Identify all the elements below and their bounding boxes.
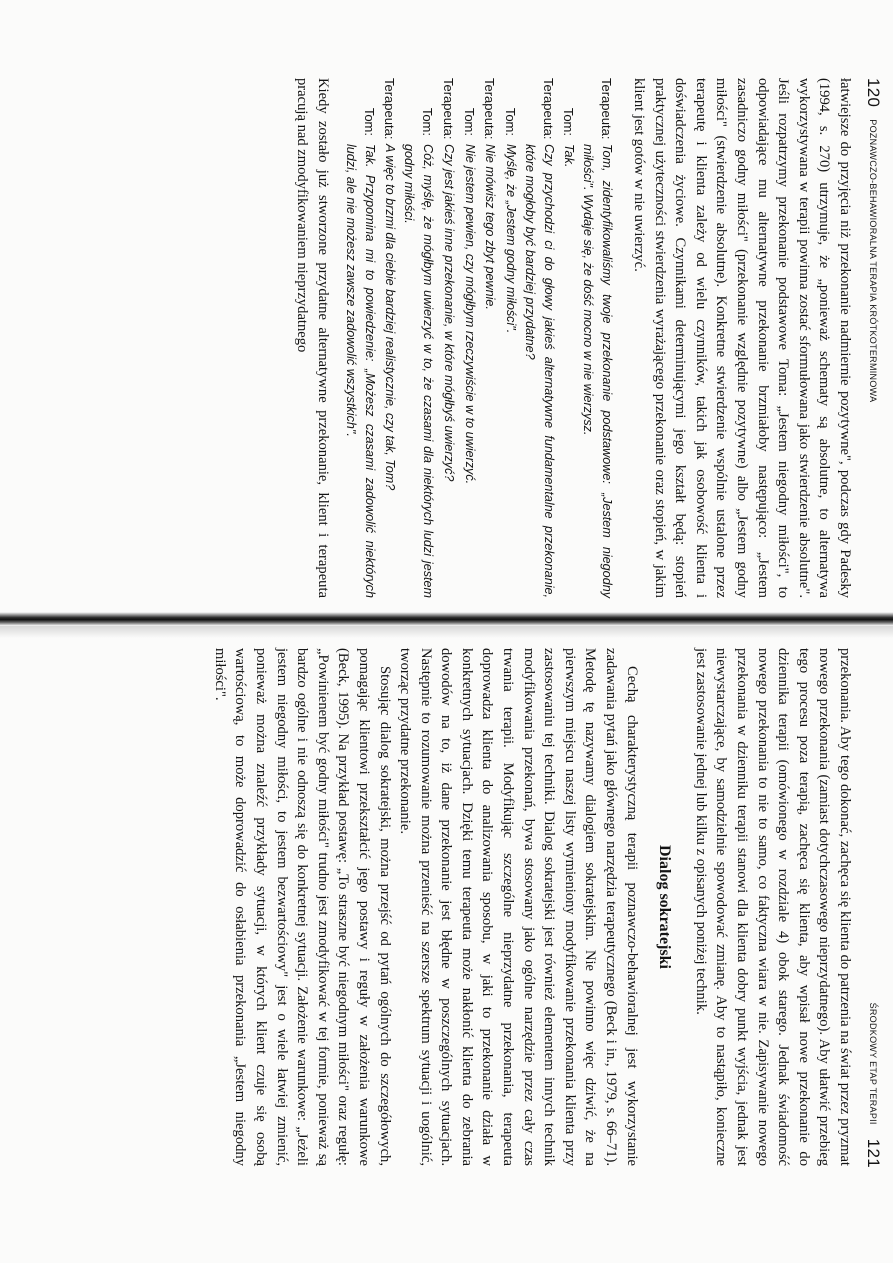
speaker: Tom: [461, 107, 477, 136]
dialogue-line [578, 78, 616, 598]
utterance: Tom, zidentyfikowaliśmy twoje przekonanie podstawowe: „Jestem niegodny miłości". Wydaje się, że dość mocno w nie wierzysz. [581, 144, 615, 598]
utterance: Nie mówisz tego zbyt pewnie. [483, 144, 498, 310]
utterance: Cóż, myślę, że mógłbym uwierzyć w to, że czasami dla niektórych ludzi jestem godny miłości. [402, 144, 436, 598]
left-page [0, 0, 893, 618]
dialogue-line [479, 78, 500, 598]
dialogue-line [379, 78, 400, 598]
dialogue-line [558, 78, 579, 598]
dialogue-line [499, 78, 520, 598]
book-gutter-shadow [0, 626, 893, 638]
left-page-header [861, 78, 885, 608]
speaker: Terapeuta: [382, 78, 398, 140]
utterance: Tak. Przypomina mi to powiedzenie: „Możesz czasami zadowolić niektórych ludzi, ale nie możesz zawsze zadowolić wszystkich". [343, 144, 377, 598]
left-page-body [292, 78, 855, 598]
utterance: A więc to brzmi dla ciebie bardziej realistycznie, czy tak, Tom? [383, 144, 398, 491]
right-page-body [209, 648, 855, 1166]
dialogue-line [400, 78, 438, 598]
right-page-header [861, 638, 885, 1168]
dialogue-line [341, 78, 379, 598]
speaker: Tom: [502, 107, 518, 136]
intro-paragraph: łatwiejsze do przyjęcia niż przekonanie nadmiernie pozytywne", podczas gdy Padesky (1994, s. 270) utrzymuje, że „ponieważ schematy są absolutne, to alternatywa wykorzystywana w terapii powinna zostać sformułowana jako stwierdzenie absolutne". Jeśli rozpatrzymy przekonanie podstawowe Toma: „Jestem niegodny miłości", to odpowiadające mu alternatywne przekonanie brzmiałoby następująco: „Jestem zasadniczo godny miłości" (przekonanie względnie pozytywne) albo „Jestem godny miłości" (stwierdzenie absolutne). Konkretne stwierdzenie wspólnie ustalone przez terapeutę i klienta zależy od wielu czynników, takich jak osobowość klienta i doświadczenia życiowe. Czynnikami determinującymi jego kształt będą: stopień praktycznej użyteczności stwierdzenia wyrażającego przekonanie oraz stopień, w jakim klient jest gotów w nie uwierzyć. [631, 78, 853, 598]
dialogue-line [438, 78, 459, 598]
speaker: Terapeuta: [482, 78, 498, 140]
section-heading: Dialog sokratejski [656, 845, 674, 969]
speaker: Tom: [561, 107, 577, 136]
left-running-header: POZNAWCZO-BEHAWIORALNA TERAPIA KRÓTKOTERMINOWA [868, 119, 879, 403]
utterance: Czy przychodzi ci do głowy jakieś alternatywne fundamentalne przekonanie, które mogłoby być bardziej przydatne? [522, 144, 556, 598]
speaker: Terapeuta: [599, 78, 615, 140]
speaker: Tom: [361, 107, 377, 136]
utterance: Nie jestem pewien, czy mógłbym rzeczywiście w to uwierzyć. [462, 144, 477, 485]
dialogue [341, 78, 617, 598]
section-paragraph: Stosując dialog sokratejski, można przejść od pytań ogólnych do szczegółowych, pomagając klientowi przekształcić jego postawy i reguły w założenia warunkowe (Beck, 1995). Na przykład postawę: „To straszne być niegodnym miłości" oraz regułę: „Powinienem być godny miłości" trudno jest zmodyfikować w tej formie, ponieważ są bardzo ogólne i nie odnoszą się do konkretnej sytuacji. Założenie warunkowe: „Jeżeli jestem niegodny miłości, to jestem bezwartościowy" jest o wiele łatwiej zmienić, ponieważ można znaleźć przykłady sytuacji, w których klient czuje się osobą wartościową, to może doprowadzić do osłabienia przekonania „Jestem niegodny miłości". [211, 648, 393, 1166]
section-paragraph: Cechą charakterystyczną terapii poznawczo-behawioralnej jest wykorzystanie zadawania pytań jako głównego narzędzia terapeutycznego (Beck i in., 1979, s. 66–71). Metodę tę nazywamy dialogiem sokratejskim. Nie powinno więc dziwić, że na pierwszym miejscu naszej listy wymieniony modyfikowanie przekonania klienta przy zastosowaniu tej techniki. Dialog sokratejski jest również elementem innych technik modyfikowania przekonań, bywa stosowany jako ogólne narzędzie przez cały czas trwania terapii. Modyfikując szczególne nieprzydatne przekonania, terapeuta doprowadza klienta do analizowania sposobu, w jaki to przekonanie działa w konkretnych sytuacjach. Dzięki temu terapeuta może nakłonić klienta do zebrania dowodów na to, iż dane przekonanie jest błędne w poszczególnych sytuacjach. Następnie to rozumowanie można przenieść na szersze spektrum sytuacji i uogólnić, tworząc przydatne przekonanie. [397, 648, 640, 1166]
utterance: Myślę, że „Jestem godny miłości". [503, 144, 518, 334]
dialogue-line [520, 78, 558, 598]
left-page-number: 120 [864, 78, 884, 108]
right-page [0, 638, 893, 1248]
continuation-paragraph: przekonania. Aby tego dokonać, zachęca się klienta do patrzenia na świat przez pryzmat nowego przekonania (zamiast dotychczasowego nieprzydatnego). Aby ułatwić przebieg tego procesu poza terapią, zachęca się klienta, aby wpisał nowe przekonanie do dziennika terapii (omówionego w rozdziale 4) obok starego. Jednak świadomość nowego przekonania to nie to samo, co faktyczna wiara w nie. Zapisywanie nowego przekonania w dzienniku terapii stanowi dla klienta dobry punkt wyjścia, jednak jest niewystarczające, by samodzielnie spowodować zmianę. Aby to nastąpiło, konieczne jest zastosowanie jednej lub kilku z opisanych poniżej technik. [692, 648, 853, 1166]
utterance: Czy jest jakieś inne przekonanie, w które mógłbyś uwierzyć? [442, 144, 457, 482]
dialogue-line [458, 78, 479, 598]
speaker: Terapeuta: [540, 78, 556, 140]
closing-paragraph: Kiedy zostało już stworzone przydatne alternatywne przekonanie, klient i terapeuta pracują nad zmodyfikowaniem nieprzydatnego [294, 78, 331, 598]
speaker: Terapeuta: [441, 78, 457, 140]
speaker: Tom: [420, 107, 436, 136]
utterance: Tak. [562, 144, 577, 168]
right-running-header: ŚRODKOWY ETAP TERAPII [868, 1002, 879, 1125]
right-page-number: 121 [864, 1138, 884, 1168]
